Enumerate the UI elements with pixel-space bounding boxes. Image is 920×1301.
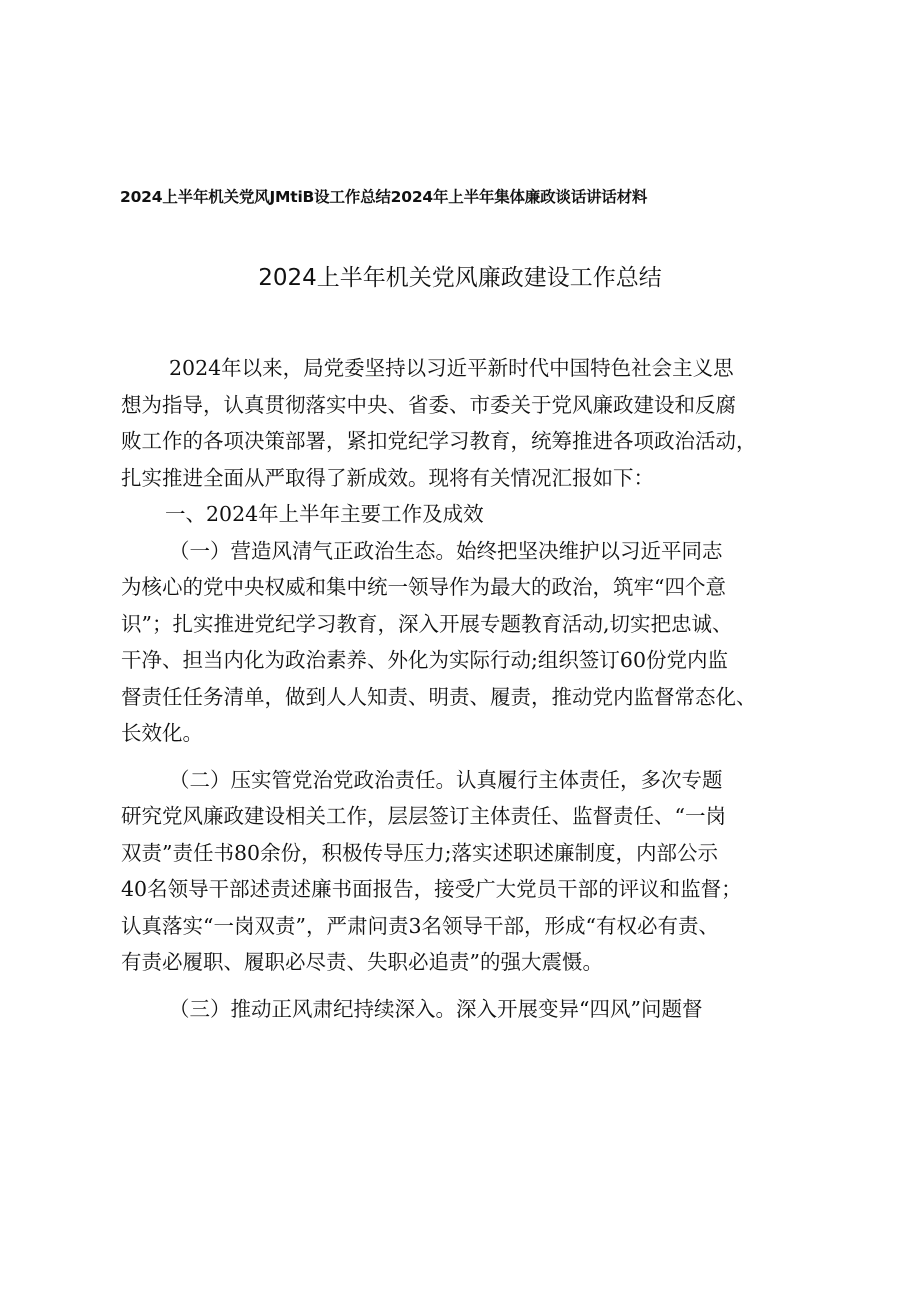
paragraph-line: 研究党风廉政建设相关工作，层层签订主体责任、监督责任、“一岗 xyxy=(121,804,726,828)
intro-paragraph xyxy=(121,350,797,496)
paragraph-line: 扎实推进全面从严取得了新成效。现将有关情况汇报如下： xyxy=(121,465,654,490)
item-three-paragraph xyxy=(121,991,797,1028)
document-body xyxy=(121,350,797,1027)
item-two-paragraph xyxy=(121,762,797,981)
item-one-paragraph xyxy=(121,533,797,752)
paragraph-line: 长效化。 xyxy=(121,721,203,745)
paragraph-line: 识”；扎实推进党纪学习教育，深入开展专题教育活动,切实把忠诚、 xyxy=(121,611,733,636)
paragraph-line: 40名领导干部述责述廉书面报告，接受广大党员干部的评议和监督； xyxy=(121,877,742,901)
paragraph-line: 想为指导，认真贯彻落实中央、省委、市委关于党风廉政建设和反腐 xyxy=(121,392,736,417)
document-header-line: 2024上半年机关党风JMtiB设工作总结2024年上半年集体廉政谈话讲话材料 xyxy=(120,188,648,206)
paragraph-line: 2024年以来，局党委坚持以习近平新时代中国特色社会主义思 xyxy=(169,356,734,380)
paragraph-line: 认真落实“一岗双责”，严肃问责3名领导干部，形成“有权必有责、 xyxy=(121,913,719,938)
paragraph-line: 督责任任务清单，做到人人知责、明责、履责，推动党内监督常态化、 xyxy=(121,684,757,709)
paragraph-line: 为核心的党中央权威和集中统一领导作为最大的政治，筑牢“四个意 xyxy=(121,575,726,599)
paragraph-line: （二）压实管党治党政治责任。认真履行主体责任，多次专题 xyxy=(169,767,723,792)
paragraph-line: 有责必履职、履职必尽责、失职必追责”的强大震慑。 xyxy=(121,950,603,974)
document-title: 2024上半年机关党风廉政建设工作总结 xyxy=(258,265,662,291)
paragraph-line: 败工作的各项决策部署，紧扣党纪学习教育，统筹推进各项政治活动， xyxy=(121,429,757,453)
paragraph-line: （一）营造风清气正政治生态。始终把坚决维护以习近平同志 xyxy=(169,538,723,563)
paragraph-line: 双责”责任书80余份，积极传导压力;落实述职述廉制度，内部公示 xyxy=(121,840,718,865)
paragraph-line: （三）推动正风肃纪持续深入。深入开展变异“四风”问题督 xyxy=(169,996,703,1021)
section-heading: 一、2024年上半年主要工作及成效 xyxy=(165,502,484,526)
paragraph-line: 干净、担当内化为政治素养、外化为实际行动;组织签订60份党内监 xyxy=(121,648,728,672)
